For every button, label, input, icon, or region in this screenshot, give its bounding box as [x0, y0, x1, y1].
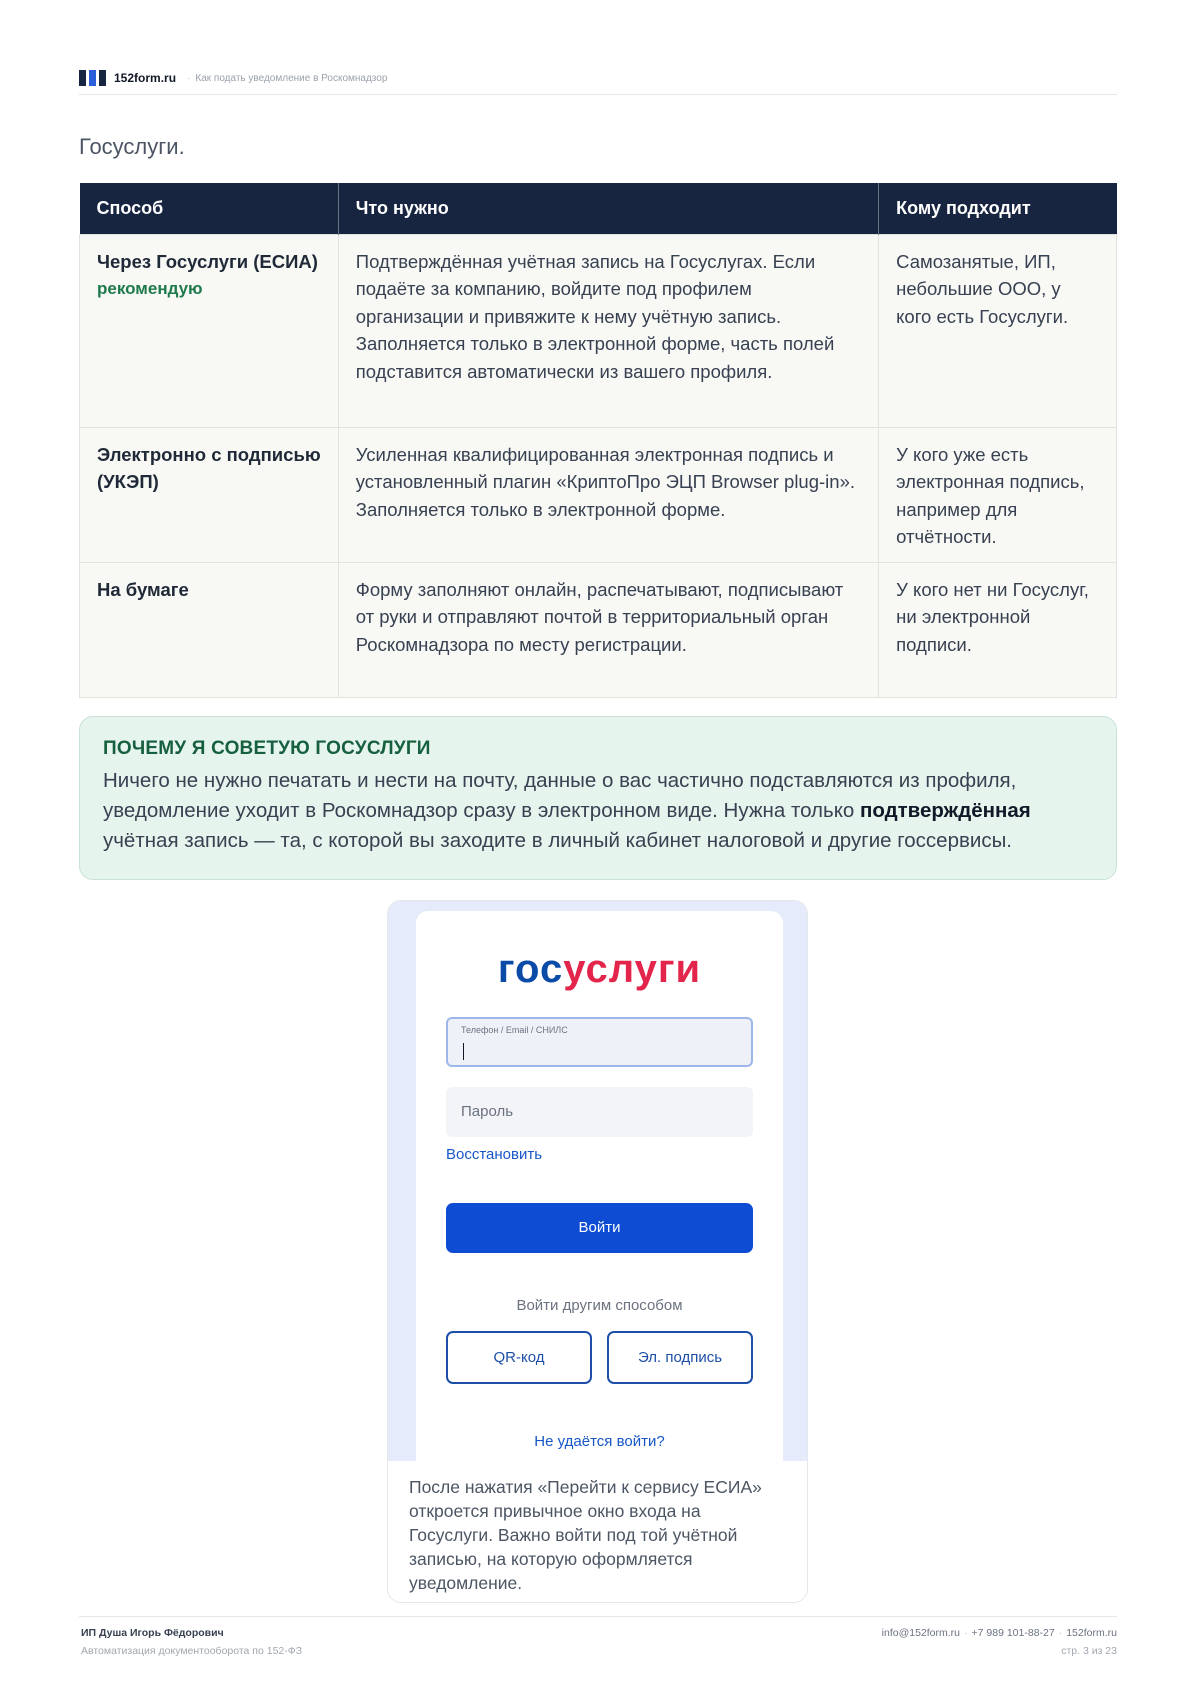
- lead-text: Госуслуги.: [79, 134, 185, 159]
- footer-phone[interactable]: +7 989 101-88-27: [971, 1627, 1055, 1639]
- footer-owner: ИП Душа Игорь Фёдорович: [81, 1627, 224, 1639]
- footer-email[interactable]: info@152form.ru: [881, 1627, 961, 1639]
- method-name: На бумаге: [97, 578, 189, 600]
- logo-part-gos: гос: [497, 947, 564, 991]
- page-footer: [79, 1616, 1117, 1666]
- recommend-tag: рекомендую: [97, 279, 203, 298]
- header-subtitle: Как подать уведомление в Роскомнадзор: [195, 73, 388, 84]
- gosuslugi-logo: [416, 947, 783, 992]
- callout-text: [103, 766, 1093, 856]
- logo-bar-3: [99, 70, 106, 86]
- needed-cell: Форму заполняют онлайн, распечатывают, подписывают от руки и отправляют почтой в территориальный орган Роскомнадзора по месту регистрации.: [338, 562, 878, 697]
- site-name[interactable]: 152form.ru: [114, 71, 177, 85]
- password-field[interactable]: [446, 1087, 753, 1137]
- alt-login-text: Войти другим способом: [516, 1297, 683, 1314]
- needed-cell: Усиленная квалифицированная электронная подпись и установленный плагин «КриптоПро ЭЦП Browser plug-in». Заполняется только в электронной форме.: [338, 427, 878, 562]
- methods-table: [79, 183, 1117, 698]
- table-row: [80, 562, 1117, 697]
- column-header-needed: Что нужно: [338, 183, 878, 234]
- method-name: Электронно с подписью (УКЭП): [97, 443, 321, 492]
- callout-text-start: Ничего не нужно печатать и нести на почту, данные о вас частично подставляются из профиля, уведомление уходит в Роскомнадзор сразу в электронном виде. Нужна только: [103, 769, 1017, 822]
- login-screenshot-figure: [387, 900, 808, 1603]
- footer-dot: ·: [964, 1627, 968, 1639]
- login-screenshot: [388, 901, 808, 1461]
- table-row: [80, 427, 1117, 562]
- footer-contacts: [882, 1627, 1117, 1639]
- recommendation-callout: [79, 716, 1117, 880]
- footer-dot: ·: [1058, 1627, 1063, 1639]
- login-field-label: Телефон / Email / СНИЛС: [461, 1025, 568, 1035]
- method-cell: [80, 427, 339, 562]
- callout-title: ПОЧЕМУ Я СОВЕТУЮ ГОСУСЛУГИ: [103, 738, 431, 759]
- callout-text-bold: подтверждённая: [860, 799, 1031, 822]
- login-field[interactable]: [446, 1017, 753, 1067]
- page-number: стр. 3 из 23: [1061, 1645, 1117, 1657]
- login-button[interactable]: Войти: [446, 1203, 753, 1253]
- callout-text-end: учётная запись — та, с которой вы заходите в личный кабинет налоговой и другие госсервисы.: [103, 829, 1013, 852]
- password-placeholder: Пароль: [461, 1103, 514, 1120]
- figure-caption: После нажатия «Перейти к сервису ЕСИА» откроется привычное окно входа на Госуслуги. Важно войти под той учётной записью, на которую оформляется уведомление.: [409, 1477, 762, 1593]
- logo-bar-1: [79, 70, 86, 86]
- e-signature-button[interactable]: Эл. подпись: [607, 1331, 753, 1384]
- cant-login-link[interactable]: Не удаётся войти?: [534, 1433, 665, 1450]
- page-header: [79, 69, 1117, 95]
- login-screen: [416, 911, 783, 1461]
- needed-cell: Подтверждённая учётная запись на Госуслугах. Если подаёте за компанию, войдите под профилем организации и привяжите к нему учётную запись. Заполняется только в электронной форме, часть полей подставится автоматически из вашего профиля.: [338, 234, 878, 427]
- qr-code-button[interactable]: QR-код: [446, 1331, 592, 1384]
- column-header-suits: Кому подходит: [879, 183, 1117, 234]
- text-cursor: [463, 1043, 464, 1060]
- header-separator: ·: [187, 73, 191, 84]
- suits-cell: Самозанятые, ИП, небольшие ООО, у кого есть Госуслуги.: [879, 234, 1117, 427]
- logo-bar-2: [89, 70, 96, 86]
- method-cell: [80, 562, 339, 697]
- footer-tagline: Автоматизация документооборота по 152-ФЗ: [81, 1645, 303, 1657]
- suits-cell: У кого нет ни Госуслуг, ни электронной подписи.: [879, 562, 1117, 697]
- table-row: [80, 234, 1117, 427]
- table-header-row: [80, 183, 1117, 234]
- footer-site[interactable]: 152form.ru: [1066, 1627, 1117, 1639]
- method-name: Через Госуслуги (ЕСИА): [97, 250, 318, 272]
- restore-link[interactable]: Восстановить: [446, 1146, 543, 1163]
- column-header-method: Способ: [80, 183, 339, 234]
- logo-icon: [79, 70, 106, 86]
- logo-part-uslugi: услуги: [563, 947, 702, 991]
- suits-cell: У кого уже есть электронная подпись, например для отчётности.: [879, 427, 1117, 562]
- method-cell: [80, 234, 339, 427]
